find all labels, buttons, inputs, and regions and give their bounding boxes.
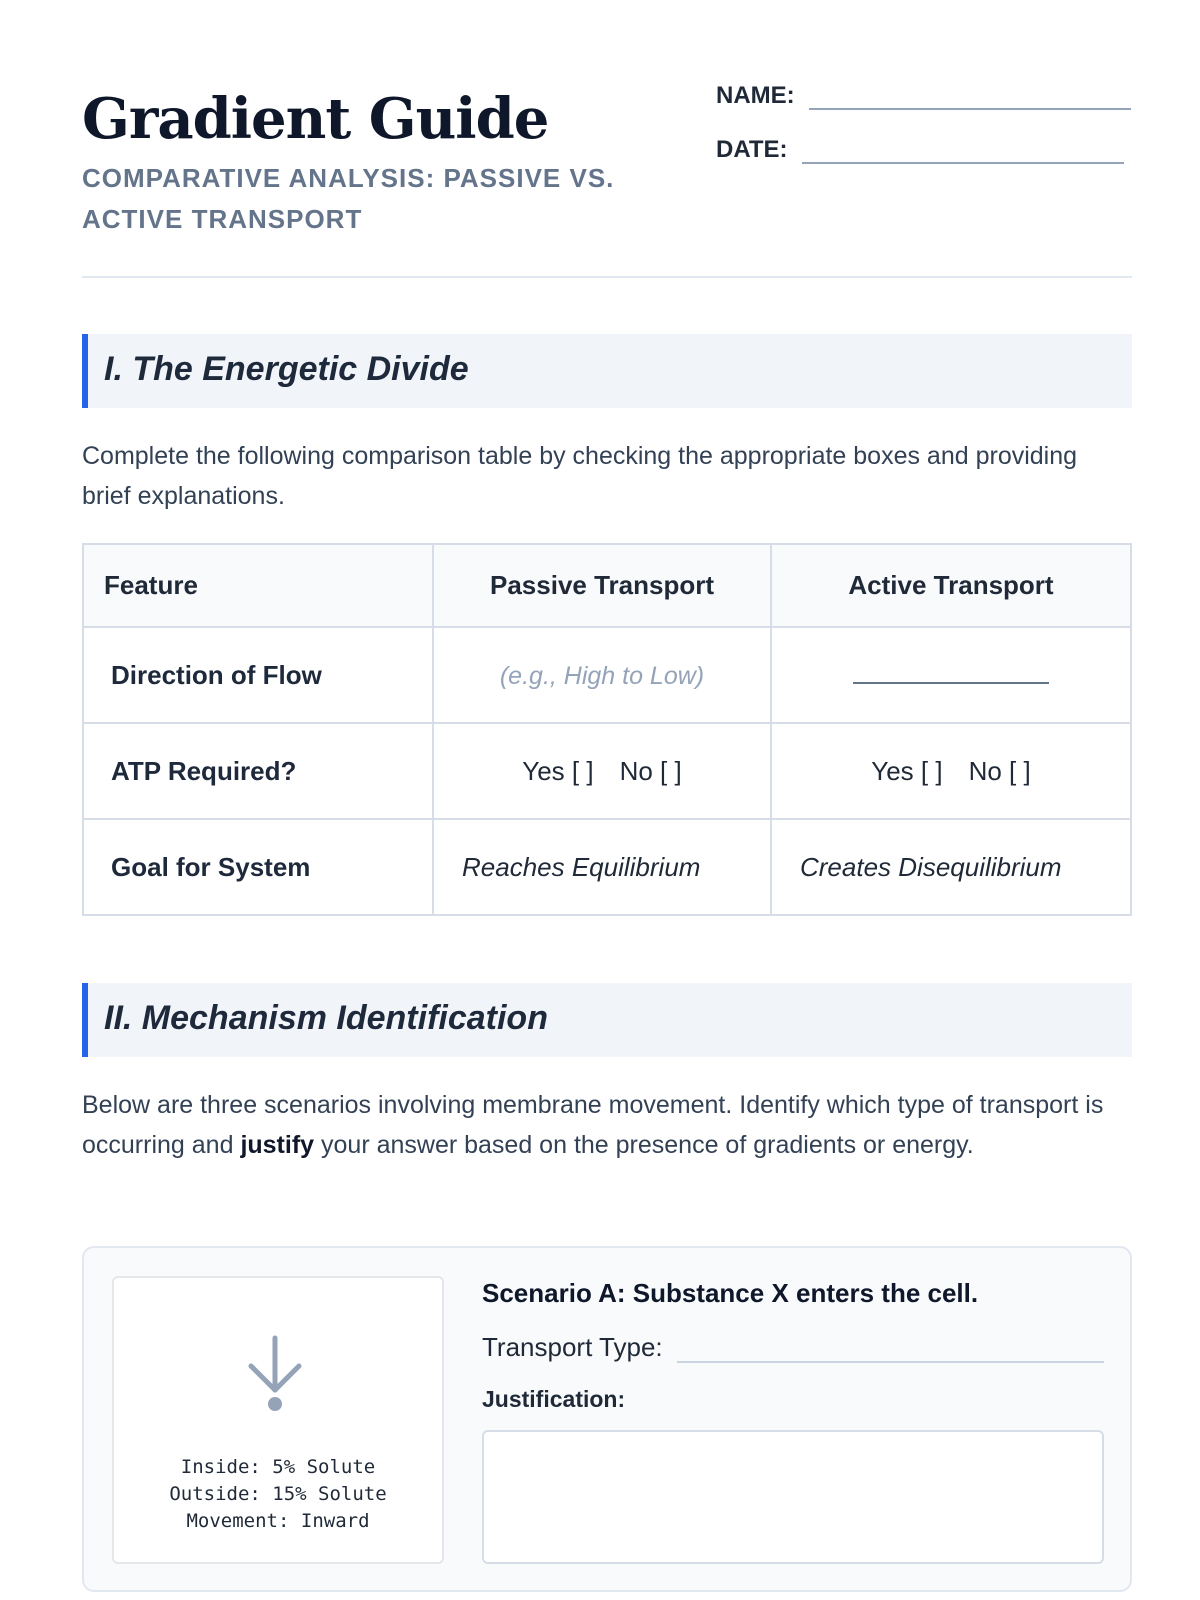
column-header: Active Transport [771,544,1131,627]
date-label: DATE: [716,136,788,163]
transport-type-row [482,1332,1104,1363]
passive-cell[interactable] [433,627,771,723]
passive-goal-cell: Reaches Equilibrium [433,819,771,915]
section-heading-mechanism-identification [82,983,1132,1057]
diagram-line: Movement: Inward [186,1510,370,1532]
row-label: Direction of Flow [83,627,433,723]
section-heading-energetic-divide [82,334,1132,408]
table-header-row [83,544,1131,627]
justification-textarea[interactable] [482,1430,1104,1564]
active-atp-cell [771,723,1131,819]
row-label: Goal for System [83,819,433,915]
transport-type-field[interactable] [677,1337,1104,1363]
scenario-title: Scenario A: Substance X enters the cell. [482,1278,979,1308]
instructions-emphasis: justify [240,1131,315,1159]
passive-atp-cell [433,723,771,819]
table-row [83,723,1131,819]
answer-blank[interactable] [853,668,1049,684]
active-yes-checkbox[interactable]: Yes [ ] [871,755,943,786]
passive-no-checkbox[interactable]: No [ ] [619,755,682,786]
date-field[interactable] [802,144,1124,164]
active-goal-cell: Creates Disequilibrium [771,819,1131,915]
section-title: II. Mechanism Identification [104,999,548,1037]
active-no-checkbox[interactable]: No [ ] [968,755,1031,786]
passive-yes-checkbox[interactable]: Yes [ ] [522,755,594,786]
arrow-down-icon [245,1334,305,1412]
example-hint: (e.g., High to Low) [499,661,705,690]
diagram-caption [114,1454,442,1535]
page-title: Gradient Guide [82,86,549,152]
name-field[interactable] [809,90,1131,110]
justification-label: Justification: [482,1386,626,1412]
active-cell[interactable] [771,627,1131,723]
section2-instructions [82,1085,1132,1165]
column-header: Passive Transport [433,544,771,627]
diagram-line: Outside: 15% Solute [169,1483,387,1505]
name-row [716,82,1131,110]
name-label: NAME: [716,82,795,109]
row-label: ATP Required? [83,723,433,819]
instructions-text: your answer based on the presence of gradients or energy. [314,1131,974,1159]
comparison-table [82,543,1132,916]
diagram-line: Inside: 5% Solute [180,1456,376,1478]
section1-instructions: Complete the following comparison table by checking the appropriate boxes and providing brief explanations. [82,442,1078,510]
scenario-a-card [82,1246,1132,1592]
transport-type-label: Transport Type: [482,1332,663,1362]
table-row [83,627,1131,723]
date-row [716,136,1124,164]
instructions-text: Below are three scenarios involving membrane movement. Identify which type of transport is occurring and [82,1091,1104,1159]
page-subtitle: COMPARATIVE ANALYSIS: PASSIVE VS. ACTIVE TRANSPORT [82,163,615,234]
scenario-diagram [112,1276,444,1564]
column-header: Feature [83,544,433,627]
worksheet-header [82,82,1132,278]
section-title: I. The Energetic Divide [104,350,469,388]
table-row [83,819,1131,915]
